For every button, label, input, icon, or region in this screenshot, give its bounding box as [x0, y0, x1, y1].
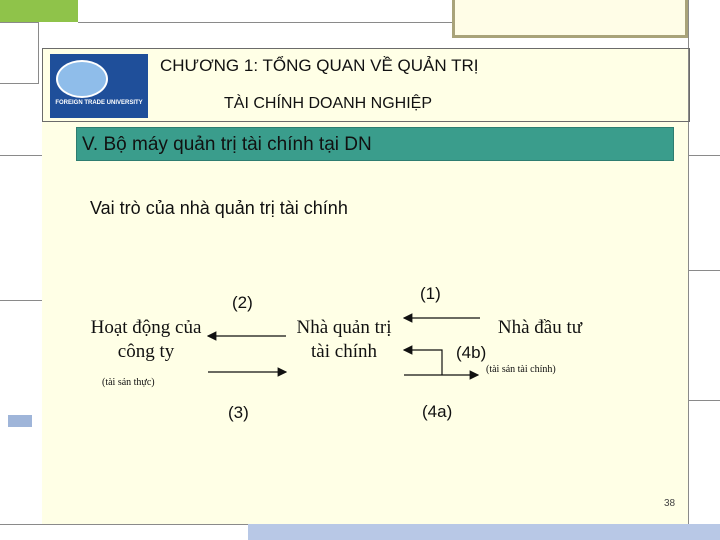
node-company: Hoạt động của công ty: [90, 317, 202, 362]
node-financial-manager: Nhà quản trị tài chính: [296, 317, 392, 362]
flow-label-2: (2): [232, 293, 253, 312]
page-title: CHƯƠNG 1: TỔNG QUAN VỀ QUẢN TRỊ: [160, 56, 479, 75]
node-investor: Nhà đầu tư: [497, 317, 583, 338]
slide-subtitle: Vai trò của nhà quản trị tài chính: [90, 198, 348, 218]
section-heading: V. Bộ máy quản trị tài chính tại DN: [82, 134, 372, 155]
logo-text: FOREIGN TRADE UNIVERSITY: [55, 100, 143, 106]
flow-label-4a: (4a): [422, 402, 453, 421]
node-investor-sublabel: (tài sản tài chính): [486, 364, 556, 375]
flow-label-3: (3): [228, 403, 249, 422]
arrow-4b: [404, 350, 442, 375]
flow-label-4b: (4b): [456, 343, 487, 362]
flow-label-1: (1): [420, 284, 441, 303]
page-number: 38: [664, 498, 676, 509]
node-company-sublabel: (tài sản thực): [102, 377, 155, 388]
page-title-line2: TÀI CHÍNH DOANH NGHIỆP: [224, 95, 433, 112]
